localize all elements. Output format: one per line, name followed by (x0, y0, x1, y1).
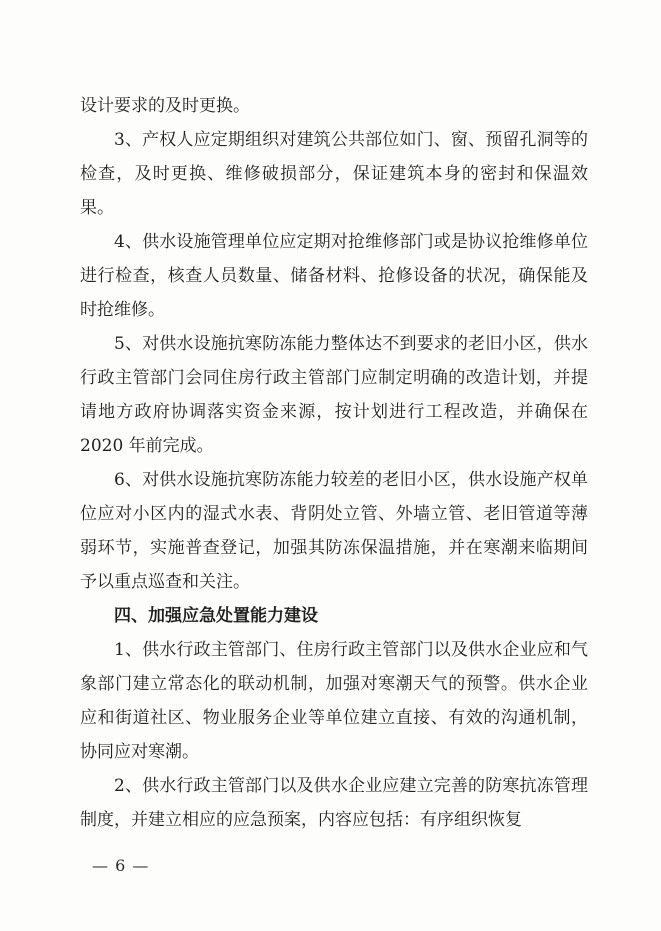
paragraph-item-5: 5、对供水设施抗寒防冻能力整体达不到要求的老旧小区，供水行政主管部门会同住房行政主管部门应制定明确的改造计划，并提请地方政府协调落实资金来源，按计划进行工程改造，并确保在 2020 年前完成。 (80, 334, 588, 456)
paragraph-continuation: 设计要求的及时更换。 (80, 96, 250, 116)
paragraph-item-6: 6、对供水设施抗寒防冻能力较差的老旧小区，供水设施产权单位应对小区内的湿式水表、背阴处立管、外墙立管、老旧管道等薄弱环节，实施普查登记，加强其防冻保温措施，并在寒潮来临期间予以重点巡查和关注。 (80, 470, 588, 592)
paragraph-item-3: 3、产权人应定期组织对建筑公共部位如门、窗、预留孔洞等的检查，及时更换、维修破损部分，保证建筑本身的密封和保温效果。 (80, 130, 588, 218)
body-text (80, 89, 588, 837)
section-heading: 四、加强应急处置能力建设 (114, 606, 318, 626)
section-paragraph-1: 1、供水行政主管部门、住房行政主管部门以及供水企业应和气象部门建立常态化的联动机制，加强对寒潮天气的预警。供水企业应和街道社区、物业服务企业等单位建立直接、有效的沟通机制，协同应对寒潮。 (80, 640, 588, 762)
section-paragraph-2: 2、供水行政主管部门以及供水企业应建立完善的防寒抗冻管理制度，并建立相应的应急预案，内容应包括：有序组织恢复 (80, 776, 588, 830)
page-number: — 6 — (92, 856, 150, 875)
paragraph-item-4: 4、供水设施管理单位应定期对抢维修部门或是协议抢维修单位进行检查，核查人员数量、储备材料、抢修设备的状况，确保能及时抢维修。 (80, 232, 588, 320)
